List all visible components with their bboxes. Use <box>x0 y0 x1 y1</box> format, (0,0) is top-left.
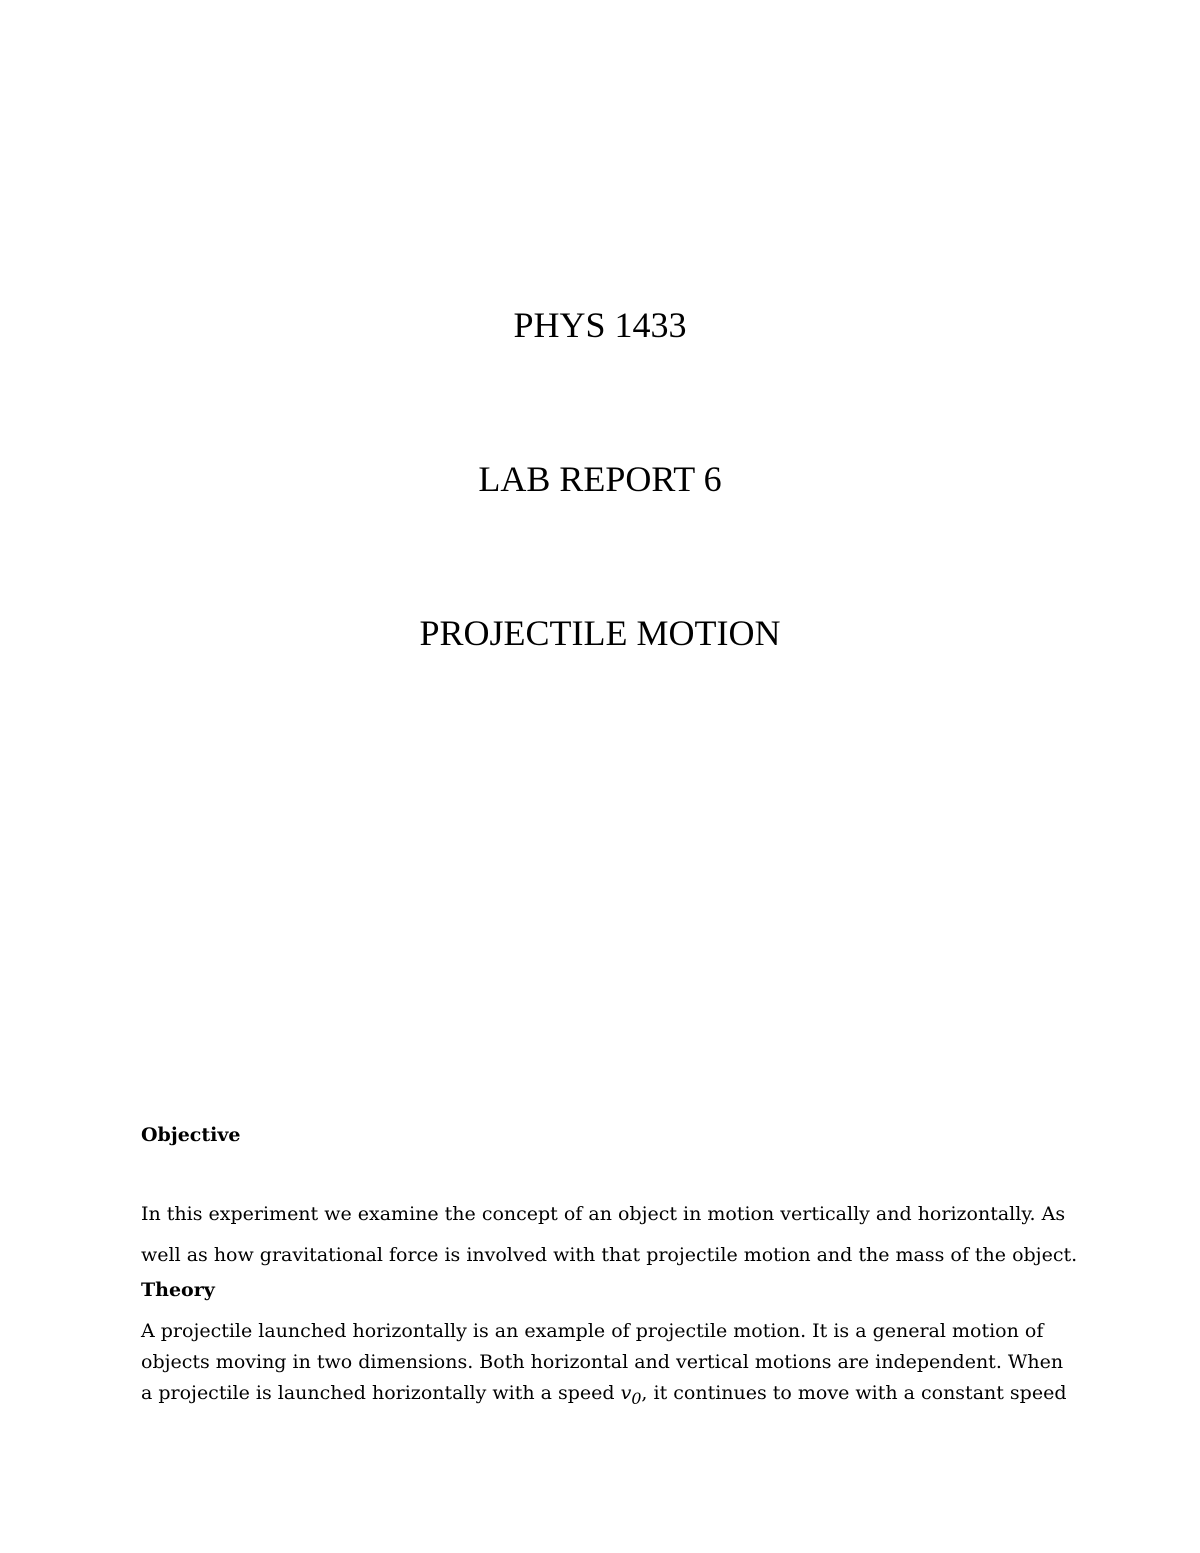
theory-line <box>141 1378 1067 1414</box>
report-topic: PROJECTILE MOTION <box>419 613 781 653</box>
theory-paragraph <box>141 1316 1067 1414</box>
theory-heading: Theory <box>141 1279 215 1301</box>
objective-line: In this experiment we examine the concept of an object in motion vertically and horizontally. As <box>141 1203 1066 1225</box>
report-number: LAB REPORT 6 <box>478 459 722 499</box>
theory-line: A projectile launched horizontally is an example of projectile motion. It is a general motion of <box>141 1320 1044 1342</box>
objective-heading: Objective <box>141 1124 241 1146</box>
speed-variable: v <box>620 1382 632 1404</box>
theory-line-text: a projectile is launched horizontally with a speed <box>141 1382 621 1404</box>
theory-line: objects moving in two dimensions. Both horizontal and vertical motions are independent. When <box>141 1351 1064 1373</box>
speed-subscript: 0 <box>631 1388 642 1408</box>
course-code: PHYS 1433 <box>513 305 687 345</box>
initial-speed-symbol <box>620 1382 642 1408</box>
theory-line-text: , it continues to move with a constant speed <box>641 1382 1067 1404</box>
objective-line: well as how gravitational force is involved with that projectile motion and the mass of the object. <box>141 1244 1078 1266</box>
objective-paragraph <box>141 1194 1078 1276</box>
